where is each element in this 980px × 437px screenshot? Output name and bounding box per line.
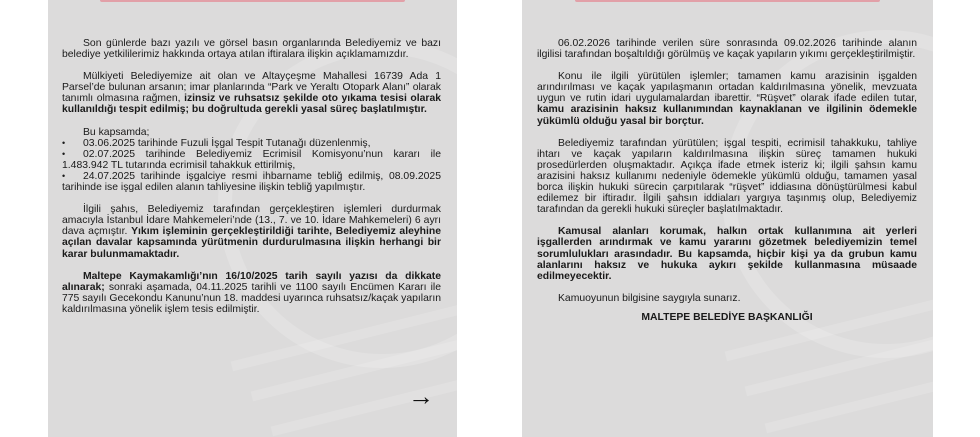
header-band <box>100 0 405 2</box>
paragraph-text: İlgili şahıs, Belediyemiz tarafından gerçekleştiren işlemleri durdurmak amacıyla İstanbul İdare Mahkemeleri’nde (13., 7. ve 10. İdare Mahkemeleri) 6 ayrı dava açmıştır. <box>62 204 441 238</box>
list-item: • 24.07.2025 tarihinde işgalciye resmi ihbarname tebliğ edilmiş, 08.09.2025 tarihinde ise işgal edilen alanın tahliyesine ilişkin tebliğ yapılmıştır. <box>62 171 441 193</box>
paragraph-bold-text: Kamusal alanları korumak, halkın ortak kullanımına ait yerleri işgallerden arındırmak ve kamu yararını gözetmek belediyemizin temel sorumlulukları arasındadır. Bu kapsamda, hiçbir kişi ya da grubun kamu alanlarını haksız ve hukuka aykırı şekilde kullanmasına müsaade edilmeyecektir. <box>537 226 917 282</box>
paragraph-bold-text: Yıkım işleminin gerçekleştirildiği tarihte, Belediyemiz aleyhine açılan davalar kapsamında yürütmenin durdurulmasına ilişkin herhangi bir karar bulunmamaktadır. <box>62 226 441 260</box>
arrow-right-icon: → <box>408 381 434 411</box>
timeline-list <box>62 138 441 193</box>
header-band <box>575 0 880 2</box>
paragraph-text: Konu ile ilgili yürütülen işlemler; tamamen kamu arazisinin işgalden arındırılması ve kaçak yapılaşmanın ortadan kaldırılmasına yönelik, mevzuata uygun ve rutin idari uygulamalardan ibarettir. “Rüşvet” olarak ifade edilen tutar, <box>537 71 917 105</box>
paragraph-demolition <box>62 271 441 315</box>
list-item: • 03.06.2025 tarihinde Fuzuli İşgal Tespit Tutanağı düzenlenmiş, <box>62 138 441 149</box>
paragraph-text: Mülkiyeti Belediyemize ait olan ve Altayçeşme Mahallesi 16739 Ada 1 Parsel’de bulunan arsanın; imar planlarında “Park ve Yeraltı Otopark Alanı” olarak tanımlı olmasına rağmen, <box>62 71 441 105</box>
watermark-stripe <box>765 361 933 434</box>
statement-page-left <box>48 0 457 437</box>
paragraph-parcel <box>62 71 441 115</box>
paragraph-evacuation: 06.02.2026 tarihinde verilen süre sonrasında 09.02.2026 tarihinde alanın ilgilisi tarafından boşaltıldığı görülmüş ve kaçak yapıların yıkımı gerçekleştirilmiştir. <box>537 38 917 61</box>
paragraph-text: sonraki aşamada, 04.11.2025 tarihli ve 1100 sayılı Encümen Kararı ile 775 sayılı Gecekondu Kanunu’nun 18. maddesi uyarınca ruhsatsız/kaçak yapıların kaldırılmasına yönelik işlem tesis edilmiştir. <box>62 281 441 315</box>
statement-page-right <box>522 0 933 437</box>
paragraph-procedures <box>537 71 917 126</box>
paragraph-bold-text: kamu arazisinin haksız kullanımından kaynaklanan ve ilgilinin ödemekle yükümlü olduğu yasal bir borçtur. <box>537 104 917 127</box>
closing-line: Kamuoyunun bilgisine saygıyla sunarız. <box>558 292 741 304</box>
paragraph-bold-text: izinsiz ve ruhsatsız şekilde oto yıkama tesisi olarak kullanıldığı tespit edilmiş; bu doğrultuda gerekli yasal süreç başlatılmıştır. <box>62 93 442 116</box>
paragraph-legal-process: Belediyemiz tarafından yürütülen; işgal tespiti, ecrimisil tahakkuku, tahliye ihtarı ve kaçak yapıların kaldırılmasına ilişkin süreç tamamen hukuki prosedürlerden oluşmaktadır. Açıkça ifade etmek isteriz ki; ilgili şahsın kamu arazisini haksız kullanımı nedeniyle ödemekle yükümlü olduğu, tamamen yasal borca ilişkin hukuki sürecin çarpıtılarak “rüşvet” iddiasına dönüştürülmesi kabul edilemez bir iftiradır. İlgili şahsın iddiaları yargıya taşınmış olup, Belediyemiz tarafından da gerekli hukuki süreçler başlatılmaktadır. <box>537 137 917 216</box>
signature: MALTEPE BELEDİYE BAŞKANLIĞI <box>641 311 813 323</box>
paragraph-public-spaces <box>537 226 917 281</box>
statement-body-right <box>537 38 917 323</box>
paragraph-bold-text: Maltepe Kaymakamlığı’nın 16/10/2025 tarih sayılı yazısı da dikkate alınarak; <box>62 270 441 293</box>
paragraph-scope: Bu kapsamda; <box>83 126 150 138</box>
list-item: • 02.07.2025 tarihinde Belediyemiz Ecrimisil Komisyonu’nun kararı ile 1.483.942 TL tutarında ecrimisil tahakkuk ettirilmiş, <box>62 149 441 171</box>
paragraph-lawsuits <box>62 204 441 259</box>
paragraph-intro: Son günlerde bazı yazılı ve görsel basın organlarında Belediyemiz ve bazı belediye yetkililerimiz hakkında ortaya atılan iftiralara ilişkin açıklamamızdır. <box>62 38 441 61</box>
statement-body-left <box>62 38 441 326</box>
